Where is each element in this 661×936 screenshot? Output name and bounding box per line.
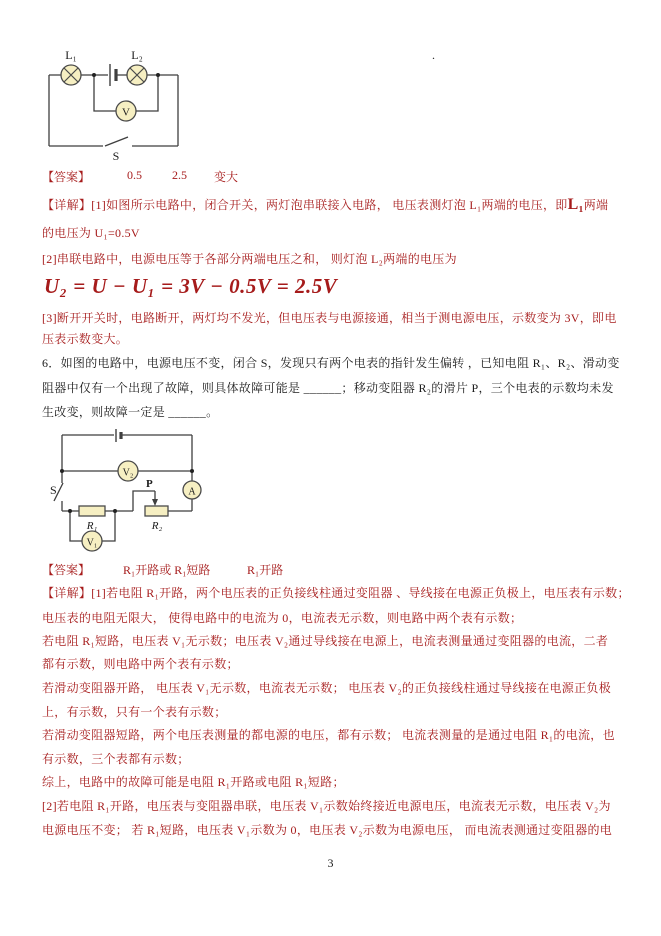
q6-detail-line: 若电阻 R₁短路，电压表 V₁无示数；电压表 V₂通过导线接在电源上，电流表测量通过变阻器的电流，二者 [42,634,609,648]
q6-detail-line: 【详解】[1]若电阻 R₁开路，两个电压表的正负接线柱通过变阻器 、导线接在电源正负极上，电压表有示数； [42,586,630,600]
voltmeter2-label: V₂ [122,467,134,479]
q5-answer-line [42,168,602,184]
q6-question-line: 生改变，则故障一定是 ______。 [42,405,219,419]
resistor-r1-icon [79,506,105,516]
wires [49,75,178,146]
q6-detail-line: 综上，电路中的故障可能是电阻 R₁开路或电阻 R₁短路； [42,775,345,789]
battery-icon [116,429,121,442]
q5-detail-line: [2]串联电路中，电源电压等于各部分两端电压之和， 则灯泡 L₂两端的电压为 [42,252,457,266]
answer-value: R₁开路或 R₁短路 [123,563,211,577]
stray-mark: . [432,48,435,62]
q6-detail-line: 上，有示数，只有一个表有示数； [42,705,227,719]
answer-value: R₁开路 [247,563,284,577]
junction-dot [190,469,194,473]
q5-detail-line: 压表示数变大。 [42,332,129,346]
voltmeter-icon [116,101,136,121]
wires [54,435,192,541]
answer-label: 【答案】 [42,170,91,184]
lamp2-icon [127,65,147,85]
q6-detail-line: 电源电压不变； 若 R₁短路，电压表 V₁示数为 0，电压表 V₂示数为电源电压， 而电流表测通过变阻器的电 [42,823,613,837]
q6-detail-line: 电压表的电阻无限大， 使得电路中的电流为 0，电流表无示数，则电路中两个表有示数； [42,611,523,625]
detail-text: 两端 [583,198,609,212]
answer-value: 0.5 [127,168,142,182]
q6-question-line: 阻器中仅有一个出现了故障，则具体故障可能是 ______；移动变阻器 R₂的滑片 P，三个电表的示数均未发 [42,381,614,395]
q5-detail-line: [3]断开开关时，电路断开，两灯均不发光，但电压表与电源接通，相当于测电源电压，示数变为 3V，即电 [42,311,617,325]
battery-icon [110,64,116,86]
circuit-diagram-1 [40,42,190,167]
r1-label: R₁ [86,520,98,532]
lamp2-label: L₂ [131,48,143,62]
detail-symbol: L₁ [567,196,584,213]
q5-detail-line: 的电压为 U₁=0.5V [42,226,140,240]
switch-label: S [50,483,57,497]
junction-dot [113,509,117,513]
answer-value: 2.5 [172,168,187,182]
q6-detail-line: 若滑动变阻器开路， 电压表 V₁无示数，电流表无示数； 电压表 V₂的正负接线柱通过导线接在电源正负极 [42,681,612,695]
detail-text: 【详解】[1]如图所示电路中，闭合开关，两灯泡串联接入电路， 电压表测灯泡 L₁两端的电压，即 [42,198,568,212]
answer-label: 【答案】 [42,563,91,577]
junction-dot [156,73,160,77]
voltmeter2-icon [118,461,138,481]
lamp1-label: L₁ [65,48,77,62]
page-number: 3 [327,856,334,870]
q6-detail-line: [2]若电阻 R₁开路，电压表与变阻器串联，电压表 V₁示数始终接近电源电压，电流表无示数，电压表 V₂为 [42,799,611,813]
q6-answer-line [42,561,602,577]
circuit-diagram-2 [40,428,210,563]
q5-detail-line [42,197,608,213]
lamp1-icon [61,65,81,85]
ammeter-icon [183,481,201,499]
voltmeter-label: V [122,106,130,119]
rheostat-r2-icon [145,506,168,516]
r2-label: R₂ [151,520,163,532]
slider-label: P [146,478,153,490]
q6-detail-line: 都有示数，则电路中两个表有示数； [42,657,239,671]
voltmeter1-icon [82,531,102,551]
switch-label: S [112,149,120,163]
junction-dot [68,509,72,513]
ammeter-label: A [188,486,196,498]
q6-detail-line: 若滑动变阻器短路，两个电压表测量的都电源的电压，都有示数； 电流表测量的是通过电阻 R₁的电流，也 [42,728,615,742]
slider-arrow-icon [152,491,158,506]
junction-dot [60,469,64,473]
voltmeter1-label: V₁ [86,537,98,549]
q6-detail-line: 有示数，三个表都有示数； [42,752,190,766]
switch-icon [105,137,128,146]
q6-question-line: 6．如图的电路中，电源电压不变，闭合 S，发现只有两个电表的指针发生偏转 ，已知电阻 R₁、R₂、滑动变 [42,356,620,370]
answer-value: 变大 [214,170,239,184]
junction-dot [92,73,96,77]
voltage-formula: U₂ = U − U₁ = 3V − 0.5V = 2.5V [44,274,338,298]
